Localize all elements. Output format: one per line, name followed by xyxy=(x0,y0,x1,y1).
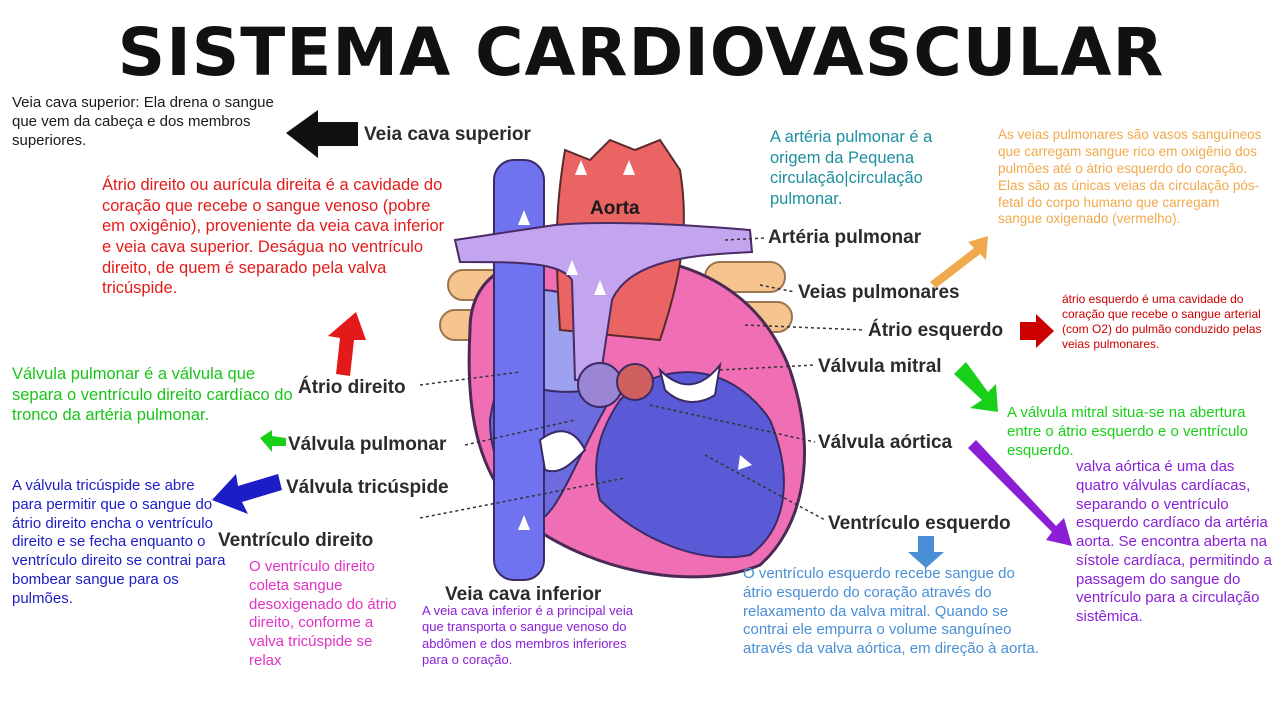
arrow-veias-pulmonares xyxy=(930,236,988,288)
note-ventriculo-esquerdo: O ventrículo esquerdo recebe sangue do átrio esquerdo do coração através do relaxamento da valva mitral. Quando se contrai ele empurra o volume sanguíneo através da valva aórtica, em direção à aorta. xyxy=(743,565,1039,657)
note-valvula-aortica: valva aórtica é uma das quatro válvulas cardíacas, separando o ventrículo esquerdo cardíaco da artéria aorta. Se encontra aberta na sístole cardíaca, permitindo a passagem do sangue do ventrículo para a circulação sistêmica. xyxy=(1076,458,1272,625)
label-veias-pulmonares: Veias pulmonares xyxy=(798,282,960,303)
page-title: SISTEMA CARDIOVASCULAR xyxy=(117,14,1165,91)
label-veia-cava-superior: Veia cava superior xyxy=(364,124,531,145)
label-aorta: Aorta xyxy=(590,198,640,219)
arrow-veia-cava-superior xyxy=(286,110,358,158)
label-ventriculo-esquerdo: Ventrículo esquerdo xyxy=(828,513,1011,534)
note-veia-cava-superior: Veia cava superior: Ela drena o sangue que vem da cabeça e dos membros superiores. xyxy=(12,94,274,149)
label-valvula-aortica: Válvula aórtica xyxy=(818,432,953,453)
label-atrio-direito: Átrio direito xyxy=(298,377,406,398)
label-atrio-esquerdo: Átrio esquerdo xyxy=(868,320,1004,341)
label-arteria-pulmonar: Artéria pulmonar xyxy=(768,227,922,248)
arrow-atrio-esquerdo xyxy=(1020,314,1054,348)
arrow-valvula-mitral xyxy=(954,362,998,412)
label-valvula-mitral: Válvula mitral xyxy=(818,356,942,377)
note-valvula-mitral: A válvula mitral situa-se na abertura entre o átrio esquerdo e o ventrículo esquerdo. xyxy=(1007,404,1248,459)
arrow-atrio-direito xyxy=(328,312,366,376)
note-veia-cava-inferior: A veia cava inferior é a principal veia que transporta o sangue venoso do abdômen e dos membros inferiores para o coração. xyxy=(422,603,634,667)
note-atrio-esquerdo: átrio esquerdo é uma cavidade do coração que recebe o sangue arterial (com O2) do pulmão conduzido pelas veias pulmonares. xyxy=(1062,292,1262,351)
note-valvula-pulmonar: Válvula pulmonar é a válvula que separa o ventrículo direito cardíaco do tronco da artéria pulmonar. xyxy=(12,365,293,425)
note-arteria-pulmonar: A artéria pulmonar é a origem da Pequena circulação|circulação pulmonar. xyxy=(770,128,933,208)
note-ventriculo-direito: O ventrículo direito coleta sangue desoxigenado do átrio direito, conforme a valva tricúspide se relax xyxy=(249,558,397,669)
note-veias-pulmonares: As veias pulmonares são vasos sanguíneos que carregam sangue rico em oxigênio dos pulmões até o átrio esquerdo do coração. Elas são as únicas veias da circulação pós-fetal do corpo humano que carregam sangue oxigenado (vermelho). xyxy=(998,127,1262,227)
note-atrio-direito: Átrio direito ou aurícula direita é a cavidade do coração que recebe o sangue venoso (pobre em oxigênio), proveniente da veia cava inferior e veia cava superior. Deságua no ventrículo direito, de quem é separado pela valva tricúspide. xyxy=(102,176,445,298)
label-valvula-tricuspide: Válvula tricúspide xyxy=(286,477,449,498)
arrow-valvula-pulmonar xyxy=(260,430,286,452)
label-ventriculo-direito: Ventrículo direito xyxy=(218,530,374,551)
label-veia-cava-inferior: Veia cava inferior xyxy=(445,584,602,605)
label-valvula-pulmonar: Válvula pulmonar xyxy=(288,434,447,455)
note-valvula-tricuspide: A válvula tricúspide se abre para permitir que o sangue do átrio direito encha o ventrículo direito e se fecha enquanto o ventrículo direito se contrai para bombear sangue para os pulmões. xyxy=(12,477,226,607)
arrow-ventriculo-esquerdo xyxy=(908,536,944,568)
